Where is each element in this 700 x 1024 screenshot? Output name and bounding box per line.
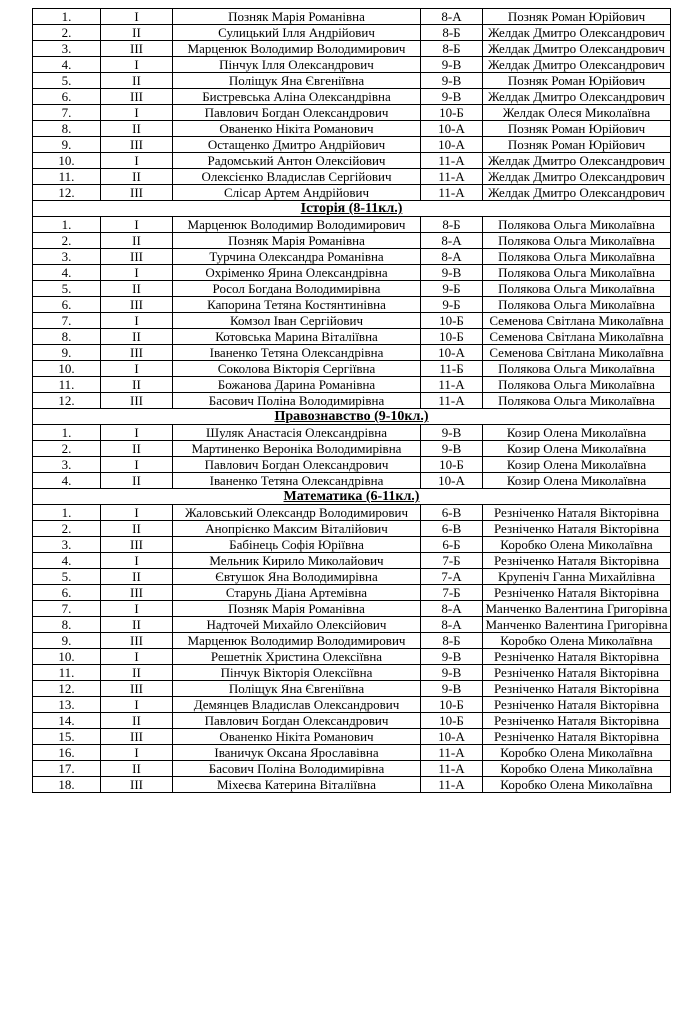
table-row [33,425,671,441]
table-row [33,153,671,169]
student-name: Ованенко Нікіта Романович [173,121,421,137]
teacher-name: Резніченко Наталя Вікторівна [483,729,671,745]
teacher-name: Резніченко Наталя Вікторівна [483,665,671,681]
place: ІІ [101,441,173,457]
place: І [101,745,173,761]
class: 7-А [421,569,483,585]
class: 11-А [421,745,483,761]
student-name: Позняк Марія Романівна [173,601,421,617]
place: ІІ [101,169,173,185]
table-row [33,137,671,153]
place: ІІ [101,329,173,345]
row-number: 3. [33,537,101,553]
class: 9-В [421,681,483,697]
table-row [33,585,671,601]
table-row [33,441,671,457]
class: 9-В [421,57,483,73]
row-number: 8. [33,329,101,345]
place: ІІІ [101,89,173,105]
student-name: Шуляк Анастасія Олександрівна [173,425,421,441]
place: ІІ [101,281,173,297]
class: 10-Б [421,457,483,473]
place: ІІІ [101,537,173,553]
section-title: Математика (6-11кл.) [33,489,671,505]
row-number: 10. [33,361,101,377]
section-header-row [33,201,671,217]
table-row [33,761,671,777]
teacher-name: Полякова Ольга Миколаївна [483,393,671,409]
student-name: Олексієнко Владислав Сергійович [173,169,421,185]
student-name: Міхеєва Катерина Віталіївна [173,777,421,793]
table-row [33,521,671,537]
place: ІІІ [101,729,173,745]
teacher-name: Резніченко Наталя Вікторівна [483,585,671,601]
class: 8-Б [421,633,483,649]
student-name: Ованенко Нікіта Романович [173,729,421,745]
place: І [101,57,173,73]
row-number: 1. [33,217,101,233]
teacher-name: Желдак Дмитро Олександрович [483,89,671,105]
table-row [33,457,671,473]
student-name: Євтушок Яна Володимирівна [173,569,421,585]
row-number: 2. [33,233,101,249]
place: І [101,105,173,121]
row-number: 12. [33,393,101,409]
row-number: 14. [33,713,101,729]
table-row [33,329,671,345]
class: 9-В [421,665,483,681]
student-name: Охріменко Ярина Олександрівна [173,265,421,281]
student-name: Мельник Кирило Миколайович [173,553,421,569]
results-table-body [33,9,671,793]
teacher-name: Желдак Дмитро Олександрович [483,57,671,73]
class: 9-В [421,425,483,441]
place: ІІІ [101,681,173,697]
teacher-name: Коробко Олена Миколаївна [483,633,671,649]
table-row [33,9,671,25]
teacher-name: Полякова Ольга Миколаївна [483,265,671,281]
student-name: Позняк Марія Романівна [173,9,421,25]
teacher-name: Позняк Роман Юрійович [483,9,671,25]
row-number: 7. [33,601,101,617]
place: І [101,553,173,569]
row-number: 7. [33,105,101,121]
teacher-name: Позняк Роман Юрійович [483,73,671,89]
table-row [33,361,671,377]
place: І [101,9,173,25]
table-row [33,185,671,201]
row-number: 11. [33,377,101,393]
table-row [33,745,671,761]
place: ІІ [101,233,173,249]
table-row [33,665,671,681]
student-name: Бабінець Софія Юріївна [173,537,421,553]
student-name: Марценюк Володимир Володимирович [173,217,421,233]
table-row [33,697,671,713]
class: 9-В [421,441,483,457]
teacher-name: Позняк Роман Юрійович [483,137,671,153]
teacher-name: Желдак Олеся Миколаївна [483,105,671,121]
section-title: Правознавство (9-10кл.) [33,409,671,425]
teacher-name: Резніченко Наталя Вікторівна [483,553,671,569]
class: 7-Б [421,585,483,601]
student-name: Старунь Діана Артемівна [173,585,421,601]
place: І [101,313,173,329]
table-row [33,633,671,649]
row-number: 4. [33,57,101,73]
row-number: 5. [33,569,101,585]
class: 10-А [421,137,483,153]
student-name: Павлович Богдан Олександрович [173,713,421,729]
table-row [33,569,671,585]
teacher-name: Полякова Ольга Миколаївна [483,233,671,249]
place: І [101,601,173,617]
student-name: Котовська Марина Віталіївна [173,329,421,345]
class: 8-Б [421,217,483,233]
teacher-name: Коробко Олена Миколаївна [483,745,671,761]
teacher-name: Козир Олена Миколаївна [483,425,671,441]
row-number: 6. [33,297,101,313]
place: ІІ [101,473,173,489]
class: 10-А [421,729,483,745]
row-number: 11. [33,665,101,681]
place: ІІІ [101,633,173,649]
class: 10-Б [421,313,483,329]
class: 11-А [421,153,483,169]
teacher-name: Резніченко Наталя Вікторівна [483,681,671,697]
place: І [101,697,173,713]
teacher-name: Резніченко Наталя Вікторівна [483,713,671,729]
teacher-name: Полякова Ольга Миколаївна [483,249,671,265]
teacher-name: Желдак Дмитро Олександрович [483,25,671,41]
table-row [33,265,671,281]
student-name: Басович Поліна Володимирівна [173,393,421,409]
teacher-name: Желдак Дмитро Олександрович [483,185,671,201]
table-row [33,249,671,265]
student-name: Остащенко Дмитро Андрійович [173,137,421,153]
row-number: 2. [33,521,101,537]
row-number: 3. [33,249,101,265]
table-row [33,777,671,793]
student-name: Павлович Богдан Олександрович [173,457,421,473]
student-name: Іваненко Тетяна Олександрівна [173,473,421,489]
student-name: Соколова Вікторія Сергіївна [173,361,421,377]
class: 10-Б [421,105,483,121]
table-row [33,537,671,553]
row-number: 6. [33,585,101,601]
place: ІІ [101,761,173,777]
class: 10-Б [421,697,483,713]
student-name: Іваненко Тетяна Олександрівна [173,345,421,361]
student-name: Жаловський Олександр Володимирович [173,505,421,521]
place: І [101,153,173,169]
student-name: Сулицький Ілля Андрійович [173,25,421,41]
teacher-name: Манченко Валентина Григорівна [483,617,671,633]
teacher-name: Полякова Ольга Миколаївна [483,361,671,377]
class: 7-Б [421,553,483,569]
place: ІІ [101,25,173,41]
class: 10-Б [421,329,483,345]
student-name: Позняк Марія Романівна [173,233,421,249]
table-row [33,393,671,409]
place: ІІ [101,665,173,681]
row-number: 15. [33,729,101,745]
teacher-name: Полякова Ольга Миколаївна [483,281,671,297]
student-name: Пінчук Вікторія Олексіївна [173,665,421,681]
row-number: 8. [33,617,101,633]
teacher-name: Полякова Ольга Миколаївна [483,377,671,393]
teacher-name: Позняк Роман Юрійович [483,121,671,137]
row-number: 10. [33,153,101,169]
class: 10-А [421,473,483,489]
teacher-name: Козир Олена Миколаївна [483,473,671,489]
teacher-name: Полякова Ольга Миколаївна [483,217,671,233]
section-header-row [33,489,671,505]
place: ІІІ [101,297,173,313]
row-number: 11. [33,169,101,185]
row-number: 9. [33,137,101,153]
student-name: Анопрієнко Максим Віталійович [173,521,421,537]
student-name: Комзол Іван Сергійович [173,313,421,329]
table-row [33,57,671,73]
table-row [33,345,671,361]
teacher-name: Манченко Валентина Григорівна [483,601,671,617]
place: І [101,217,173,233]
teacher-name: Козир Олена Миколаївна [483,441,671,457]
teacher-name: Коробко Олена Миколаївна [483,537,671,553]
teacher-name: Желдак Дмитро Олександрович [483,153,671,169]
class: 9-В [421,649,483,665]
student-name: Марценюк Володимир Володимирович [173,41,421,57]
teacher-name: Полякова Ольга Миколаївна [483,297,671,313]
row-number: 4. [33,553,101,569]
section-header-row [33,409,671,425]
class: 10-Б [421,713,483,729]
class: 11-А [421,377,483,393]
student-name: Турчина Олександра Романівна [173,249,421,265]
row-number: 4. [33,473,101,489]
table-row [33,217,671,233]
row-number: 1. [33,9,101,25]
teacher-name: Козир Олена Миколаївна [483,457,671,473]
table-row [33,121,671,137]
student-name: Слісар Артем Андрійович [173,185,421,201]
row-number: 4. [33,265,101,281]
table-row [33,649,671,665]
row-number: 9. [33,633,101,649]
student-name: Марценюк Володимир Володимирович [173,633,421,649]
table-row [33,473,671,489]
place: ІІ [101,617,173,633]
table-row [33,169,671,185]
table-row [33,25,671,41]
class: 9-В [421,73,483,89]
place: ІІ [101,713,173,729]
place: ІІІ [101,393,173,409]
row-number: 13. [33,697,101,713]
place: ІІІ [101,345,173,361]
teacher-name: Семенова Світлана Миколаївна [483,329,671,345]
class: 8-А [421,617,483,633]
student-name: Іваничук Оксана Ярославівна [173,745,421,761]
teacher-name: Желдак Дмитро Олександрович [483,169,671,185]
table-row [33,617,671,633]
row-number: 12. [33,185,101,201]
student-name: Бистревська Аліна Олександрівна [173,89,421,105]
place: І [101,265,173,281]
class: 8-А [421,9,483,25]
row-number: 9. [33,345,101,361]
teacher-name: Семенова Світлана Миколаївна [483,345,671,361]
place: ІІІ [101,185,173,201]
table-row [33,729,671,745]
student-name: Демянцев Владислав Олександрович [173,697,421,713]
row-number: 2. [33,25,101,41]
class: 11-Б [421,361,483,377]
table-row [33,313,671,329]
table-row [33,713,671,729]
row-number: 6. [33,89,101,105]
table-row [33,297,671,313]
table-row [33,281,671,297]
student-name: Капорина Тетяна Костянтинівна [173,297,421,313]
class: 11-А [421,393,483,409]
row-number: 7. [33,313,101,329]
student-name: Поліщук Яна Євгеніївна [173,681,421,697]
class: 8-А [421,249,483,265]
teacher-name: Резніченко Наталя Вікторівна [483,521,671,537]
results-table [32,8,671,793]
section-title: Історія (8-11кл.) [33,201,671,217]
table-row [33,553,671,569]
place: ІІІ [101,777,173,793]
class: 9-В [421,265,483,281]
teacher-name: Желдак Дмитро Олександрович [483,41,671,57]
class: 8-А [421,233,483,249]
place: ІІ [101,73,173,89]
student-name: Басович Поліна Володимирівна [173,761,421,777]
row-number: 16. [33,745,101,761]
student-name: Решетнік Христина Олексіївна [173,649,421,665]
place: ІІІ [101,249,173,265]
table-row [33,681,671,697]
student-name: Радомський Антон Олексійович [173,153,421,169]
teacher-name: Коробко Олена Миколаївна [483,777,671,793]
place: І [101,361,173,377]
class: 9-Б [421,297,483,313]
row-number: 10. [33,649,101,665]
table-row [33,41,671,57]
row-number: 5. [33,281,101,297]
class: 6-В [421,505,483,521]
class: 6-Б [421,537,483,553]
place: ІІІ [101,137,173,153]
table-row [33,89,671,105]
table-row [33,105,671,121]
class: 10-А [421,121,483,137]
place: І [101,505,173,521]
table-row [33,377,671,393]
row-number: 17. [33,761,101,777]
student-name: Надточей Михайло Олексійович [173,617,421,633]
class: 6-В [421,521,483,537]
teacher-name: Семенова Світлана Миколаївна [483,313,671,329]
class: 10-А [421,345,483,361]
class: 11-А [421,761,483,777]
place: ІІ [101,121,173,137]
place: ІІ [101,521,173,537]
place: І [101,649,173,665]
student-name: Пінчук Ілля Олександрович [173,57,421,73]
place: ІІІ [101,585,173,601]
row-number: 3. [33,457,101,473]
table-row [33,233,671,249]
place: І [101,425,173,441]
class: 9-Б [421,281,483,297]
class: 11-А [421,169,483,185]
student-name: Павлович Богдан Олександрович [173,105,421,121]
place: ІІІ [101,41,173,57]
row-number: 3. [33,41,101,57]
class: 9-В [421,89,483,105]
table-row [33,505,671,521]
table-row [33,73,671,89]
row-number: 1. [33,425,101,441]
class: 8-Б [421,25,483,41]
class: 8-А [421,601,483,617]
teacher-name: Резніченко Наталя Вікторівна [483,649,671,665]
row-number: 2. [33,441,101,457]
class: 11-А [421,185,483,201]
table-row [33,601,671,617]
row-number: 12. [33,681,101,697]
student-name: Божанова Дарина Романівна [173,377,421,393]
place: І [101,457,173,473]
student-name: Росол Богдана Володимирівна [173,281,421,297]
row-number: 1. [33,505,101,521]
class: 8-Б [421,41,483,57]
place: ІІ [101,377,173,393]
student-name: Мартиненко Вероніка Володимирівна [173,441,421,457]
teacher-name: Резніченко Наталя Вікторівна [483,505,671,521]
class: 11-А [421,777,483,793]
teacher-name: Резніченко Наталя Вікторівна [483,697,671,713]
teacher-name: Коробко Олена Миколаївна [483,761,671,777]
student-name: Поліщук Яна Євгеніївна [173,73,421,89]
row-number: 5. [33,73,101,89]
teacher-name: Крупеніч Ганна Михайлівна [483,569,671,585]
row-number: 8. [33,121,101,137]
place: ІІ [101,569,173,585]
row-number: 18. [33,777,101,793]
